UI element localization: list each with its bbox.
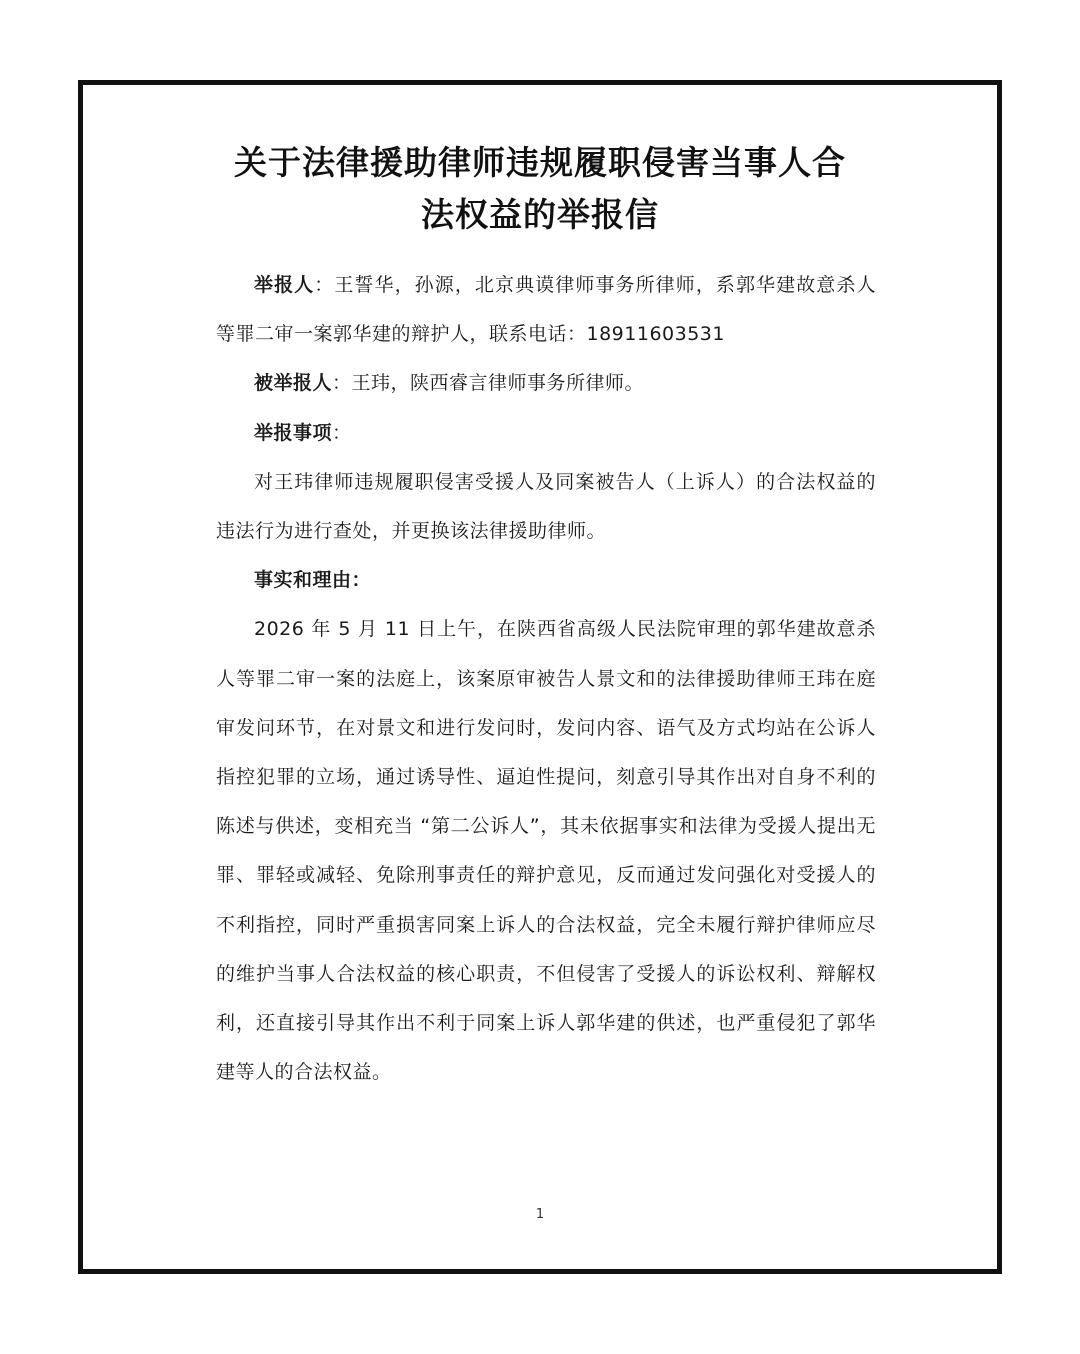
respondent-colon: ： [332,372,352,395]
document-title [83,137,997,241]
facts-colon: ： [351,569,372,592]
title-line-2: 法权益的举报信 [421,195,659,234]
respondent-label: 被举报人 [254,372,333,395]
document-body [216,261,876,1097]
respondent-text: 王玮，陕西睿言律师事务所律师。 [351,372,645,395]
facts-label: 事实和理由 [254,569,352,592]
reporter-colon: ： [314,274,335,296]
document-page [78,80,1002,1274]
title-line-1: 关于法律援助律师违规履职侵害当事人合 [234,143,846,182]
respondent-paragraph [216,359,876,408]
matters-heading [216,409,876,458]
reporter-label: 举报人 [254,274,315,296]
matters-colon: ： [332,421,352,444]
reporter-paragraph [216,261,876,359]
matters-text: 对王玮律师违规履职侵害受援人及同案被告人（上诉人）的合法权益的违法行为进行查处，并更换该法律援助律师。 [216,470,876,543]
reporter-text: 王誓华，孙源，北京典谟律师事务所律师，系郭华建故意杀人等罪二审一案郭华建的辩护人，联系电话：18911603531 [216,274,876,346]
facts-text: 2026 年 5 月 11 日上午，在陕西省高级人民法院审理的郭华建故意杀人等罪二审一案的法庭上，该案原审被告人景文和的法律援助律师王玮在庭审发问环节，在对景文和进行发问时，发问内容、语气及方式均站在公诉人指控犯罪的立场，通过诱导性、逼迫性提问，刻意引导其作出对自身不利的陈述与供述，变相充当 “第二公诉人”，其未依据事实和法律为受援人提出无罪、罪轻或减轻、免除刑事责任的辩护意见，反而通过发问强化对受援人的不利指控，同时严重损害同案上诉人的合法权益，完全未履行辩护律师应尽的维护当事人合法权益的核心职责，不但侵害了受援人的诉讼权利、辩解权利，还直接引导其作出不利于同案上诉人郭华建的供述，也严重侵犯了郭华建等人的合法权益。 [216,618,876,1084]
matters-label: 举报事项 [254,421,333,444]
facts-heading [216,556,876,605]
page-number: 1 [535,1207,545,1222]
